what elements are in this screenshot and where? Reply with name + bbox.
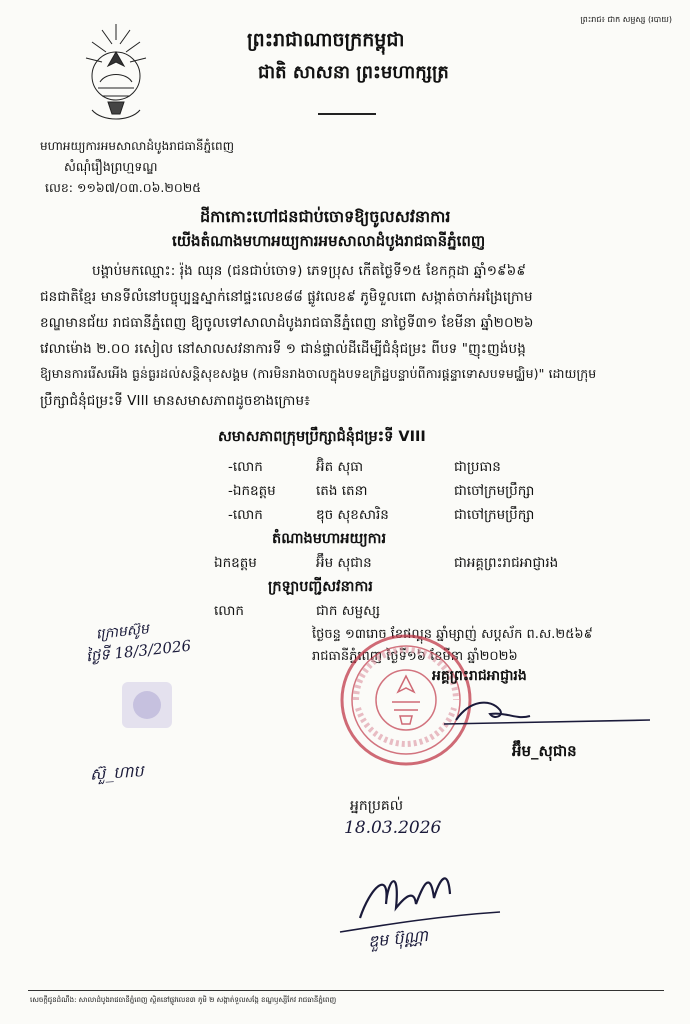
body-line: វេលាម៉ោង ២.០០ រសៀល នៅសាលសវនាការទី ១ ជាន់ផ្ទាល់ដីដើម្បីជំនុំជម្រះ ពីបទ "ញុះញង់បង្ក <box>40 341 526 357</box>
body-line: បង្គាប់មកឈ្មោះ: រ៉ុង ឈុន (ជនជាប់ចោទ) ភេទប្រុស កើតថ្ងៃទី១៥ ខែកក្កដា ឆ្នាំ១៩៦៩ <box>92 263 526 279</box>
prosecutor-role: ជាអគ្គព្រះរាជអាជ្ញារង <box>454 555 559 571</box>
signatory-title: អគ្គព្រះរាជអាជ្ញារង <box>432 668 527 684</box>
prosecutor-name: អ៊ឹម សុជាន <box>316 555 372 571</box>
member-title: -ឯកឧត្តម <box>228 483 276 499</box>
signatory-name: អ៊ឹម_សុជាន <box>512 742 577 760</box>
royal-emblem-icon <box>78 18 154 128</box>
member-role: ជាចៅក្រមប្រឹក្សា <box>454 507 535 523</box>
document-subtitle: យើងតំណាងមហាអយ្យការអមសាលាដំបូងរាជធានីភ្នំពេញ <box>172 232 486 250</box>
member-role: ជាចៅក្រមប្រឹក្សា <box>454 483 535 499</box>
corner-note: ព្រះរាជ៖ ជាក សម្ផស្ស (របាយ) <box>580 15 672 24</box>
case-file-type: សំណុំរឿងព្រហ្មទណ្ឌ <box>64 159 158 174</box>
member-title: -លោក <box>228 507 263 523</box>
handwritten-note: ក្រោមស៊ូម <box>95 621 150 643</box>
body-line: ឱ្យមានការរើសអើង ធ្ងន់ធ្ងរដល់សន្តិសុខសង្គម (ការមិនរាងចាលក្នុងបទឧក្រិដ្ឋបន្ទាប់ពីការផ្តន្ទាទោសបទមជ្ឈិម)" ដោយក្រុម <box>40 366 597 381</box>
recipient-date: 18.03.2026 <box>344 818 442 838</box>
clerk-title: លោក <box>214 603 244 619</box>
member-name: ឌុច សុខសារិន <box>316 507 389 523</box>
solar-date: រាជធានីភ្នំពេញ ថ្ងៃទី១៦ ខែមីនា ឆ្នាំ២០២៦ <box>312 649 518 664</box>
prosecutor-title: ឯកឧត្តម <box>214 555 257 571</box>
body-line: ប្រឹក្សាជំនុំជម្រះទី VIII មានសមាសភាពដូចខាងក្រោម៖ <box>40 393 311 409</box>
document-number: លេខ: ១១៦៧/០៣.០៦.២០២៥ <box>45 180 202 195</box>
recipient-label: អ្នកប្រគល់ <box>350 798 404 814</box>
member-role: ជាប្រធាន <box>454 459 501 475</box>
kingdom-title: ព្រះរាជាណាចក្រកម្ពុជា <box>247 29 405 51</box>
recipient-name: ឌួម ប៊ុណ្ណា <box>367 925 429 952</box>
clerk-heading: ក្រឡាបញ្ជីសវនាការ <box>268 579 373 595</box>
footer-note: សេចក្តីជូនដំណឹង: សាលាដំបូងរាជធានីភ្នំពេញ ស្ថិតនៅផ្លូវលេខ៣ ភូមិ ២ សង្កាត់ទួលសង្កែ ខណ្ឌឫស្សីកែវ រាជធានីភ្នំពេញ <box>30 996 337 1004</box>
handwritten-date: ថ្ងៃទី 18/3/2026 <box>85 636 192 666</box>
footer-divider <box>28 990 664 991</box>
prosecutor-signature-icon <box>420 690 660 734</box>
document-title: ដីកាកោះហៅជនជាប់ចោទឱ្យចូលសវនាការ <box>200 207 451 226</box>
panel-heading: សមាសភាពក្រុមប្រឹក្សាជំនុំជម្រះទី VIII <box>218 429 426 445</box>
body-line: ជនជាតិខ្មែរ មានទីលំនៅបច្ចុប្បន្នស្នាក់នៅផ្ទះលេខ៨៨ ផ្លូវលេខ៩ ភូមិទួលពោ សង្កាត់ចាក់អង្រែក្រោម <box>40 289 533 305</box>
prosecution-heading: តំណាងមហាអយ្យការ <box>272 531 387 547</box>
header-divider <box>318 113 376 115</box>
clerk-name: ជាក សម្ផស្ស <box>316 603 381 619</box>
handwritten-signature-text: ស៊ួ_ហាប <box>89 761 145 784</box>
body-line: ខណ្ឌមានជ័យ រាជធានីភ្នំពេញ ឱ្យចូលទៅសាលាដំបូងរាជធានីភ្នំពេញ នាថ្ងៃទី៣១ ខែមីនា ឆ្នាំ២០២៦ <box>40 315 534 331</box>
office-name: មហាអយ្យការអមសាលាដំបូងរាជធានីភ្នំពេញ <box>40 139 235 153</box>
member-name: តេង តេនា <box>316 483 368 499</box>
blue-seal-icon <box>118 678 176 732</box>
lunar-date: ថ្ងៃចន្ទ ១៣រោច ខែផល្គុន ឆ្នាំម្សាញ់ សប្តស័ក ព.ស.២៥៦៩ <box>312 627 593 642</box>
member-name: អ៊ិត សុធា <box>316 459 364 475</box>
member-title: -លោក <box>228 459 263 475</box>
national-motto: ជាតិ សាសនា ព្រះមហាក្សត្រ <box>258 62 449 83</box>
